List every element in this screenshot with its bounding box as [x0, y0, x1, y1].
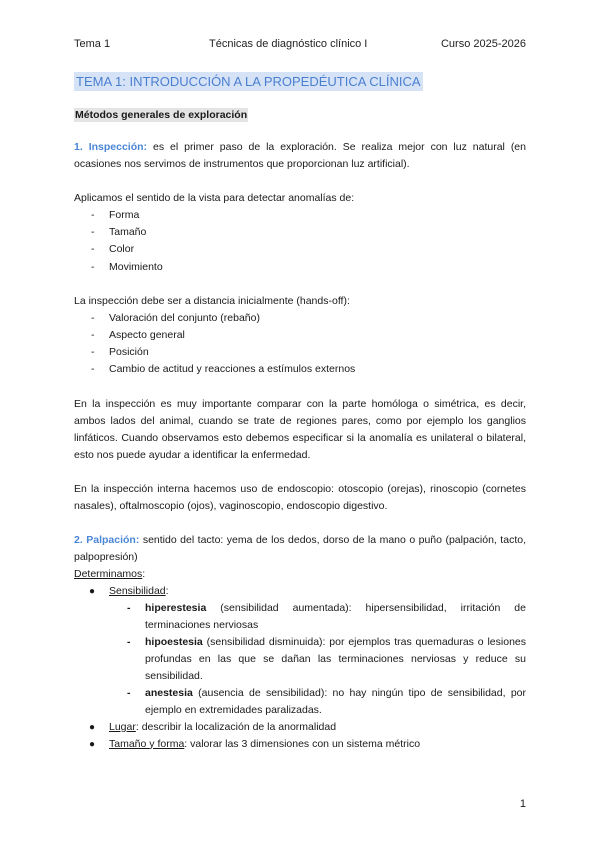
palpacion-intro — [74, 532, 526, 566]
section-subtitle — [74, 109, 526, 121]
bullet-item-tamano — [74, 736, 526, 753]
bullet-label: Sensibilidad — [109, 584, 166, 597]
palpacion-heading: 2. Palpación: — [74, 533, 140, 546]
vista-list — [74, 207, 526, 276]
list-item: - Tamaño — [74, 224, 526, 241]
distancia-list — [74, 310, 526, 379]
term-desc: (sensibilidad aumentada): hipersensibilidad, irritación de terminaciones nerviosas — [145, 601, 526, 631]
term-desc: (sensibilidad disminuida): por ejemplos tras quemaduras o lesiones profundas en las que se dañan las terminaciones nerviosas y reduce su sensibilidad. — [145, 635, 526, 682]
term: hiperestesia — [145, 601, 207, 614]
page-number: 1 — [519, 798, 526, 810]
header-left: Tema 1 — [74, 38, 111, 50]
list-item: - Aspecto general — [74, 327, 526, 344]
list-item: - Valoración del conjunto (rebaño) — [74, 310, 526, 327]
list-item: - Cambio de actitud y reacciones a estímulos externos — [74, 361, 526, 378]
term-desc: (ausencia de sensibilidad): no hay ningún tipo de sensibilidad, por ejemplo en extremidades paralizadas. — [145, 686, 526, 716]
palpacion-text: sentido del tacto: yema de los dedos, dorso de la mano o puño (palpación, tacto, palpopresión) — [74, 533, 526, 563]
list-item — [109, 634, 526, 685]
header-center: Técnicas de diagnóstico clínico I — [209, 38, 368, 50]
list-item — [109, 600, 526, 634]
determinamos-line — [74, 566, 526, 583]
bullet-item-lugar — [74, 719, 526, 736]
determinamos-colon: : — [142, 567, 146, 580]
inspeccion-paragraph-1: En la inspección es muy importante comparar con la parte homóloga o simétrica, es decir, ambos lados del animal, cuando se trate de regiones pares, como por ejemplo los ganglios linfáticos. Cuando observamos esto debemos especificar si la anomalía es unilateral o bilateral, esto nos puede ayudar a identificar la enfermedad. — [74, 397, 526, 461]
header-right: Curso 2025-2026 — [440, 38, 526, 50]
vista-intro: Aplicamos el sentido de la vista para detectar anomalías de: — [74, 192, 355, 204]
distancia-intro: La inspección debe ser a distancia inicialmente (hands-off): — [74, 294, 350, 307]
list-item — [109, 685, 526, 719]
inspeccion-intro — [74, 139, 526, 173]
bullet-rest: : valorar las 3 dimensiones con un sistema métrico — [184, 737, 421, 750]
term: hipoestesia — [145, 635, 203, 648]
subtitle-text: Métodos generales de exploración — [75, 109, 248, 121]
inspeccion-heading: 1. Inspección: — [74, 141, 148, 153]
inspeccion-paragraph-2: En la inspección interna hacemos uso de endoscopio: otoscopio (orejas), rinoscopio (cornetes nasales), oftalmoscopio (ojos), vaginoscopio, endoscopio digestivo. — [74, 482, 526, 512]
bullet-label: Lugar — [109, 720, 136, 733]
bullet-dot-icon: ● — [89, 738, 96, 750]
bullet-rest: : — [165, 584, 169, 597]
determinamos-label: Determinamos — [74, 567, 143, 580]
list-item: - Movimiento — [74, 259, 526, 276]
list-item: - Forma — [74, 207, 526, 224]
inspeccion-text: es el primer paso de la exploración. Se realiza mejor con luz natural (en ocasiones nos servimos de instrumentos que proporcionan luz artificial). — [74, 141, 526, 170]
term: anestesia — [145, 686, 193, 699]
bullet-label: Tamaño y forma — [109, 737, 185, 750]
list-item: - Posición — [74, 344, 526, 361]
bullet-item-sensibilidad — [74, 583, 526, 600]
page-title: TEMA 1: INTRODUCCIÓN A LA PROPEDÉUTICA CLÍNICA — [76, 74, 421, 89]
sensibilidad-sublist — [74, 600, 526, 719]
palpacion-bullets-2 — [74, 719, 526, 753]
bullet-dot-icon: ● — [89, 585, 96, 597]
page-content — [74, 70, 526, 753]
bullet-rest: : describir la localización de la anormalidad — [135, 720, 337, 733]
bullet-dot-icon: ● — [89, 721, 96, 733]
palpacion-bullets — [74, 583, 526, 600]
list-item: - Color — [74, 241, 526, 258]
